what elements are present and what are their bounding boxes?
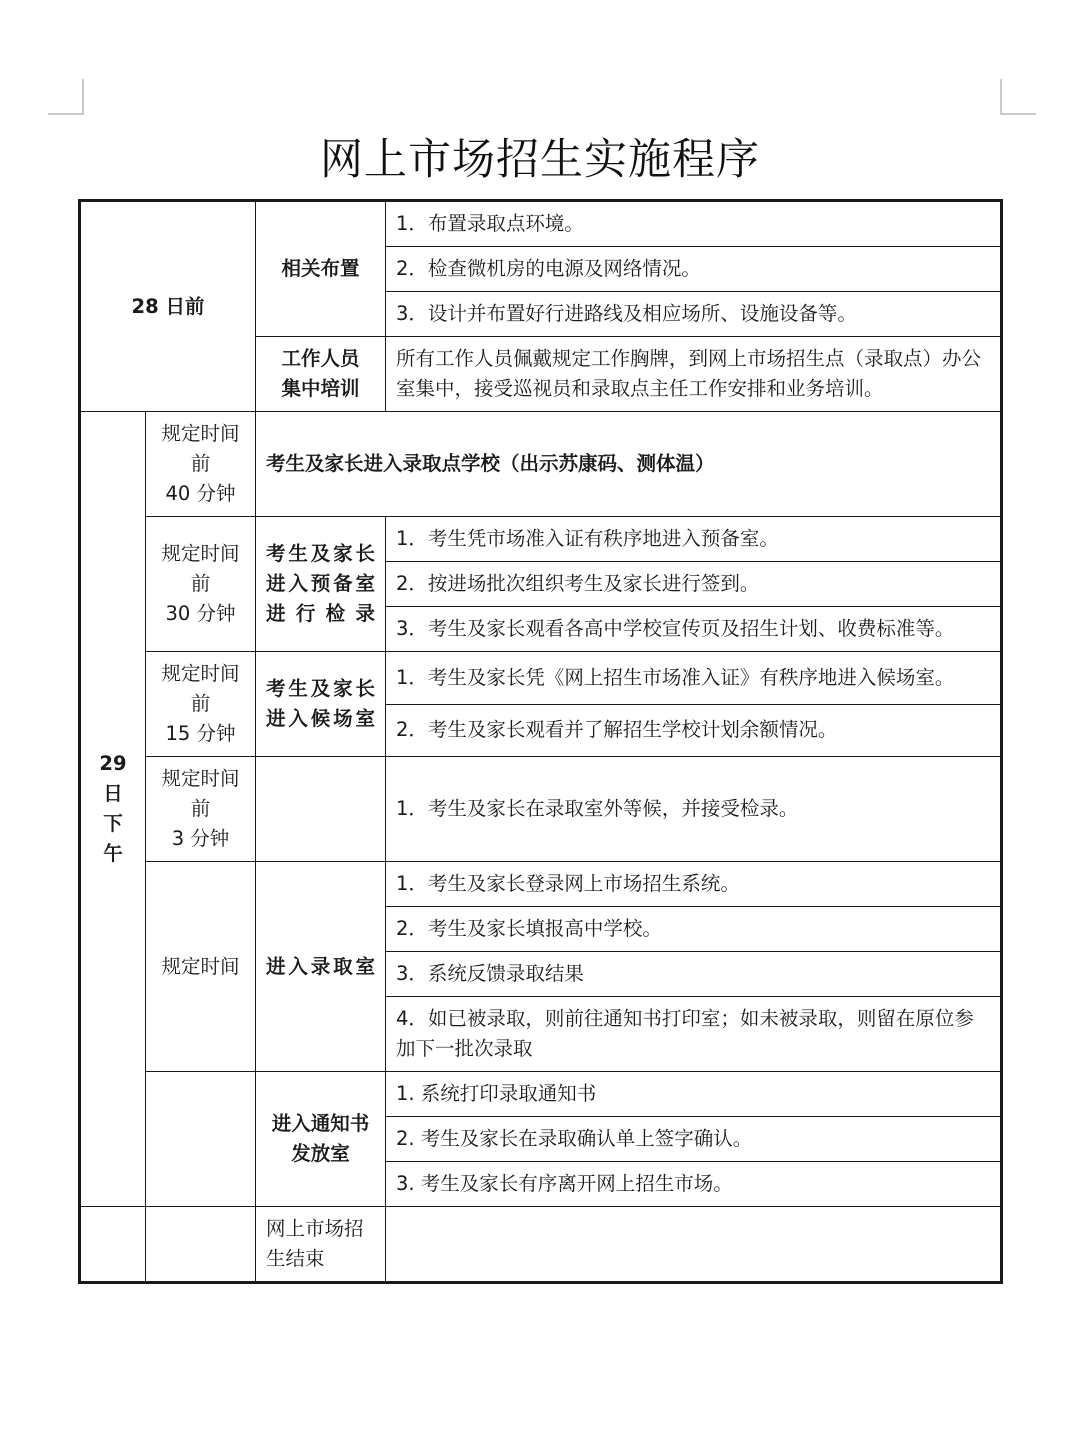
stage-label-waiting-room: 考生及家长进入候场室 (256, 652, 386, 757)
crop-mark-top-right (1000, 79, 1036, 115)
detail-item: 2．检查微机房的电源及网络情况。 (386, 247, 1002, 292)
detail-item: 3. 考生及家长有序离开网上招生市场。 (386, 1162, 1002, 1207)
detail-item: 1．考生及家长凭《网上招生市场准入证》有秩序地进入候场室。 (386, 652, 1002, 705)
table-row (80, 201, 1002, 247)
detail-item: 所有工作人员佩戴规定工作胸牌，到网上市场招生点（录取点）办公室集中，接受巡视员和录取点主任工作安排和业务培训。 (386, 337, 1002, 412)
procedure-table (78, 199, 1003, 1284)
stage-label-prep-room: 考生及家长进入预备室进行检录 (256, 517, 386, 652)
detail-item: 4．如已被录取，则前往通知书打印室；如未被录取，则留在原位参加下一批次录取 (386, 997, 1002, 1072)
detail-item: 1．布置录取点环境。 (386, 201, 1002, 247)
time-label-40min: 规定时间 前 40 分钟 (146, 412, 256, 517)
detail-item: 2．按进场批次组织考生及家长进行签到。 (386, 562, 1002, 607)
day-label-29: 29 日 下 午 (80, 412, 146, 1207)
stage-label-staff-training: 工作人员 集中培训 (256, 337, 386, 412)
detail-item: 1．考生及家长登录网上市场招生系统。 (386, 862, 1002, 907)
detail-item: 1．考生凭市场准入证有秩序地进入预备室。 (386, 517, 1002, 562)
detail-item: 3．系统反馈录取结果 (386, 952, 1002, 997)
stage-label-arrangement: 相关布置 (256, 201, 386, 337)
time-label-empty-final (80, 1207, 146, 1283)
table-row (80, 1072, 1002, 1117)
table-row (80, 862, 1002, 907)
stage-label-admission-room: 进入录取室 (256, 862, 386, 1072)
table-row (80, 517, 1002, 562)
table-row (80, 412, 1002, 517)
detail-item-closing: 网上市场招生结束 (256, 1207, 386, 1283)
detail-item: 1. 系统打印录取通知书 (386, 1072, 1002, 1117)
banner-enter-school: 考生及家长进入录取点学校（出示苏康码、测体温） (256, 412, 1002, 517)
crop-mark-top-left (48, 79, 84, 115)
time-label-15min: 规定时间 前 15 分钟 (146, 652, 256, 757)
detail-item: 2. 考生及家长在录取确认单上签字确认。 (386, 1117, 1002, 1162)
page-title: 网上市场招生实施程序 (320, 134, 760, 185)
table-row (80, 1207, 1002, 1283)
day-label-28: 28 日前 (80, 201, 256, 412)
stage-label-notice-room: 进入通知书发放室 (256, 1072, 386, 1207)
detail-item: 2．考生及家长观看并了解招生学校计划余额情况。 (386, 704, 1002, 757)
time-label-30min: 规定时间 前 30 分钟 (146, 517, 256, 652)
time-label-empty (146, 1072, 256, 1207)
table-row (80, 652, 1002, 705)
detail-item: 3．考生及家长观看各高中学校宣传页及招生计划、收费标准等。 (386, 607, 1002, 652)
detail-item: 2．考生及家长填报高中学校。 (386, 907, 1002, 952)
time-label-scheduled: 规定时间 (146, 862, 256, 1072)
stage-label-empty (256, 757, 386, 862)
table-row (80, 757, 1002, 862)
detail-item: 1．考生及家长在录取室外等候，并接受检录。 (386, 757, 1002, 862)
time-label-3min: 规定时间 前 3 分钟 (146, 757, 256, 862)
stage-label-empty-final (146, 1207, 256, 1283)
detail-item: 3．设计并布置好行进路线及相应场所、设施设备等。 (386, 292, 1002, 337)
